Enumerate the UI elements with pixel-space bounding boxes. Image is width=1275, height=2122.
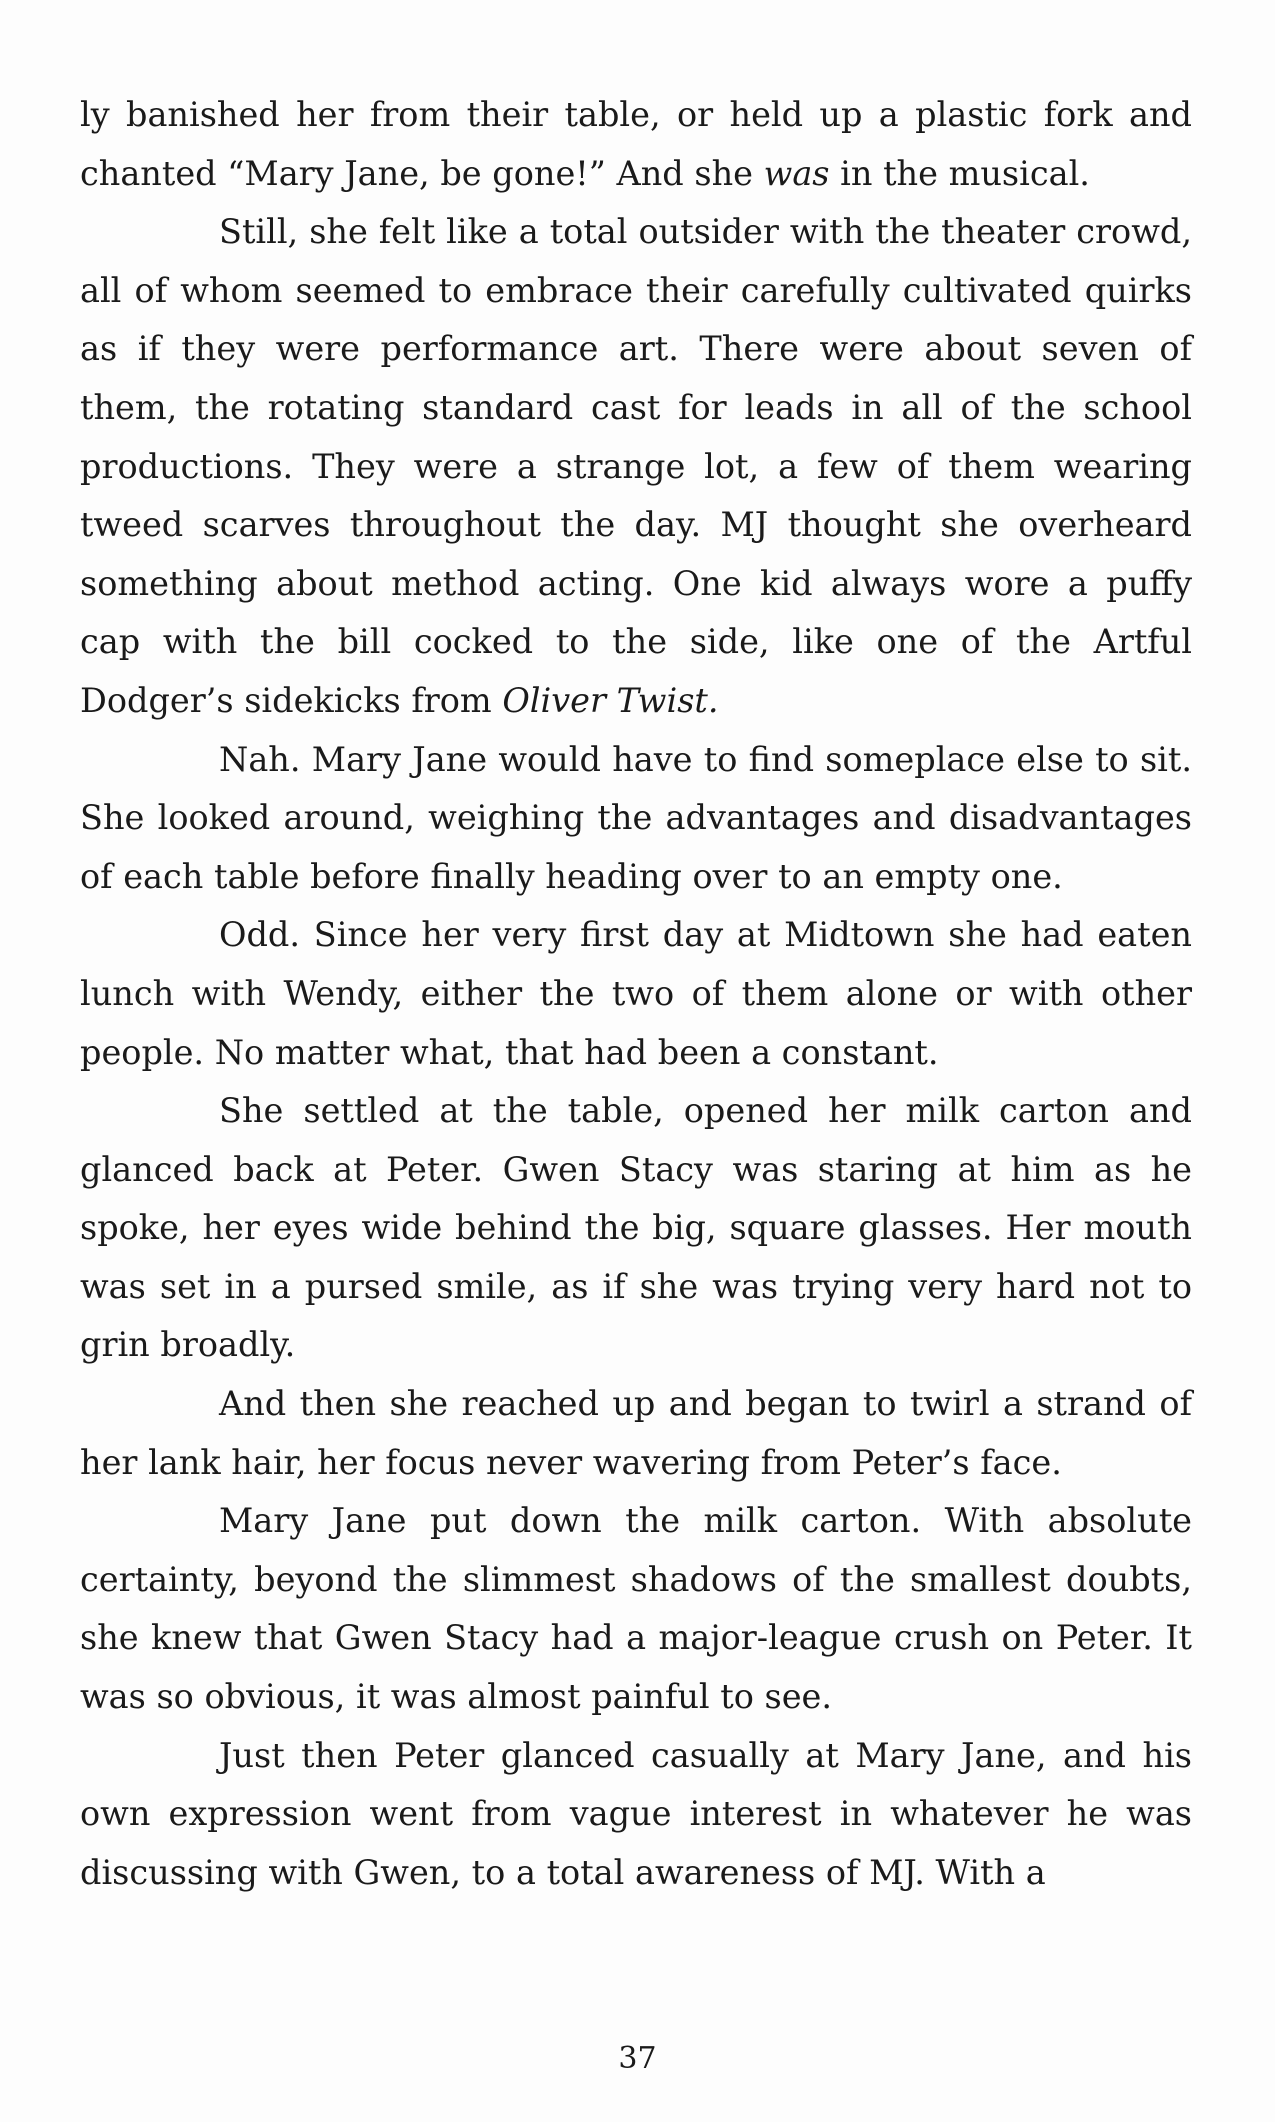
- paragraph: [80, 86, 1192, 203]
- paragraph-text: And then she reached up and began to twirl a strand of her lank hair, her focus never wavering from Peter’s face.: [80, 1384, 1192, 1482]
- paragraph: [80, 1492, 1192, 1726]
- paragraph-text: Mary Jane put down the milk carton. With absolute certainty, beyond the slimmest shadows of the smallest doubts, she knew that Gwen Stacy had a major-league crush on Peter. It was so obvious, it was almost painful to see.: [80, 1501, 1192, 1717]
- paragraph-text: Just then Peter glanced casually at Mary Jane, and his own expression went from vague interest in whatever he was discussing with Gwen, to a total awareness of MJ. With a: [80, 1735, 1192, 1892]
- paragraph: [80, 1727, 1192, 1903]
- paragraph: [80, 1082, 1192, 1375]
- paragraph-text: Nah. Mary Jane would have to find someplace else to sit. She looked around, weighing the advantages and disadvantages of each table before finally heading over to an empty one.: [80, 739, 1192, 896]
- paragraph-text: Odd. Since her very first day at Midtown she had eaten lunch with Wendy, either the two of them alone or with other people. No matter what, that had been a constant.: [80, 915, 1192, 1072]
- paragraph-text: ly banished her from their table, or held up a plastic fork and chanted “Mary Jane, be gone!” And she: [80, 95, 1192, 193]
- paragraph-text: Still, she felt like a total outsider with the theater crowd, all of whom seemed to embrace their carefully cultivated quirks as if they were performance art. There were about seven of them, the rotating standard cast for leads in all of the school productions. They were a strange lot, a few of them wearing tweed scarves throughout the day. MJ thought she overheard something about method acting. One kid always wore a puffy cap with the bill cocked to the side, like one of the Artful Dodger’s sidekicks from: [80, 212, 1192, 720]
- paragraph: [80, 906, 1192, 1082]
- paragraph-text: She settled at the table, opened her milk carton and glanced back at Peter. Gwen Stacy was staring at him as he spoke, her eyes wide behind the big, square glasses. Her mouth was set in a pursed smile, as if she was trying very hard not to grin broadly.: [80, 1091, 1192, 1365]
- italic-text: was: [763, 153, 830, 193]
- italic-text: Oliver Twist.: [502, 680, 719, 720]
- body-text: [80, 86, 1192, 1902]
- paragraph: [80, 203, 1192, 730]
- paragraph: [80, 731, 1192, 907]
- page-number: 37: [618, 2041, 657, 2076]
- paragraph: [80, 1375, 1192, 1492]
- paragraph-text: in the musical.: [829, 153, 1090, 193]
